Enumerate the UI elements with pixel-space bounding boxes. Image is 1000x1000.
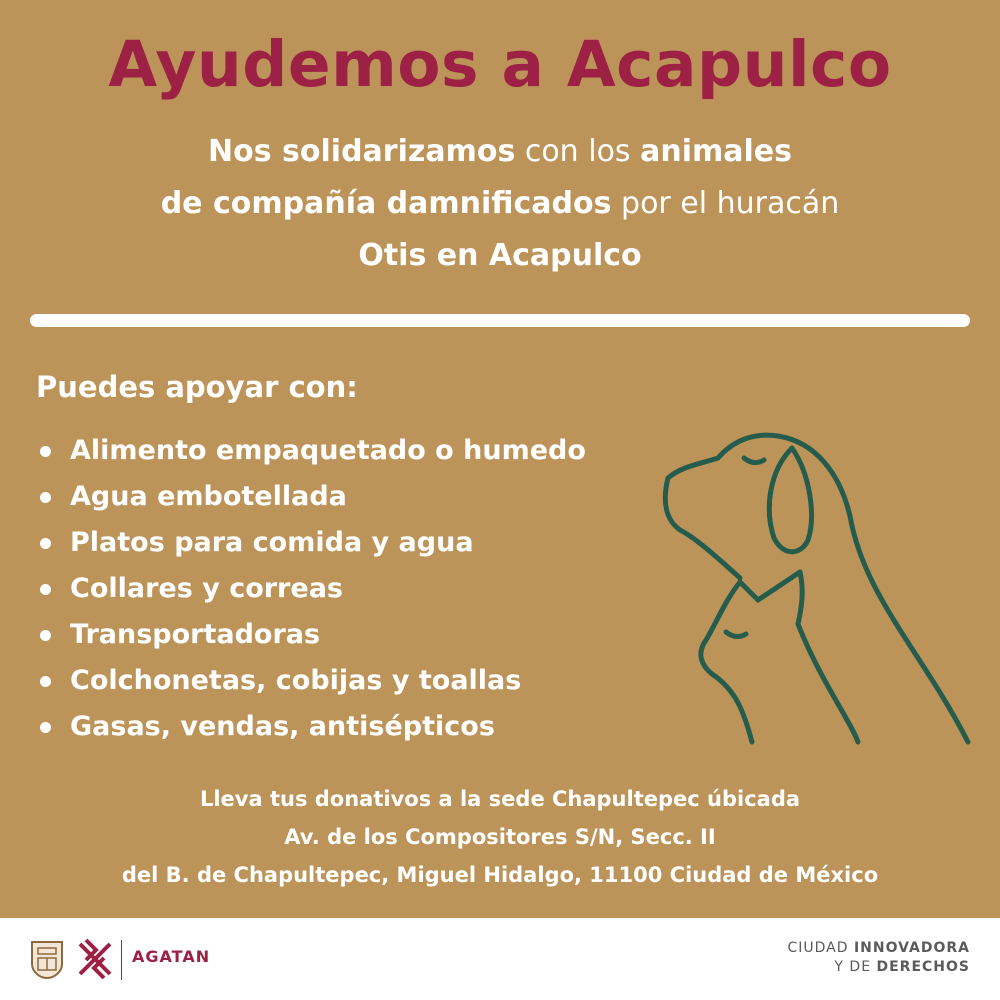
coat-of-arms-icon [30, 940, 64, 980]
support-list [36, 428, 586, 750]
list-item [36, 566, 586, 612]
cat-outline [740, 572, 858, 742]
dropoff-line: del B. de Chapultepec, Miguel Hidalgo, 11100 Ciudad de México [121, 863, 879, 887]
subtitle-text: con los [515, 134, 641, 169]
list-item [36, 658, 586, 704]
subtitle-emphasis: de compañía damnificados [160, 186, 612, 221]
subtitle-emphasis: Nos solidarizamos [208, 134, 516, 169]
dropoff-line: Lleva tus donativos a la sede Chapultepec úbicada [199, 787, 801, 811]
dog-outline [665, 435, 968, 742]
subtitle-text: por el huracán [611, 186, 840, 221]
list-item-label: Transportadoras [70, 619, 321, 650]
list-item [36, 474, 586, 520]
list-item [36, 612, 586, 658]
bullet-icon [40, 584, 51, 595]
cat-face [701, 582, 752, 742]
list-item-label: Agua embotellada [70, 481, 347, 512]
list-item-label: Collares y correas [70, 573, 343, 604]
subtitle-line-3 [0, 230, 1000, 282]
bullet-icon [40, 538, 51, 549]
dropoff-address [0, 780, 1000, 894]
list-item [36, 428, 586, 474]
dropoff-line: Av. de los Compositores S/N, Secc. II [284, 825, 716, 849]
subtitle-line-1 [0, 126, 1000, 178]
page-title: Ayudemos a Acapulco [108, 28, 892, 101]
subtitle-emphasis: Otis en Acapulco [358, 238, 642, 273]
dog-and-cat-line-icon [640, 420, 980, 760]
divider [30, 314, 970, 327]
slogan-line-1 [787, 939, 970, 958]
list-item-label: Gasas, vendas, antisépticos [70, 711, 495, 742]
list-item [36, 520, 586, 566]
subtitle-line-2 [0, 178, 1000, 230]
subtitle [0, 126, 1000, 282]
bullet-icon [40, 722, 51, 733]
bullet-icon [40, 492, 51, 503]
slogan-text: CIUDAD [787, 940, 854, 956]
slogan-emphasis: DERECHOS [876, 959, 970, 975]
list-item-label: Alimento empaquetado o humedo [70, 435, 586, 466]
subtitle-emphasis: animales [640, 134, 792, 169]
list-item-label: Colchonetas, cobijas y toallas [70, 665, 522, 696]
slogan-text: Y DE [834, 959, 877, 975]
bullet-icon [40, 676, 51, 687]
list-item-label: Platos para comida y agua [70, 527, 474, 558]
bullet-icon [40, 630, 51, 641]
slogan-emphasis: INNOVADORA [853, 940, 970, 956]
logo-divider [121, 940, 122, 980]
dog-eye [744, 458, 764, 463]
list-item [36, 704, 586, 750]
slogan-line-2 [787, 958, 970, 977]
footer [0, 918, 1000, 1000]
cdmx-logo-icon [74, 936, 116, 982]
bullet-icon [40, 446, 51, 457]
cat-eye [726, 632, 746, 637]
dog-ear [769, 448, 811, 552]
support-heading: Puedes apoyar con: [36, 370, 358, 404]
slogan [787, 939, 970, 977]
agency-name: AGATAN [132, 947, 211, 966]
